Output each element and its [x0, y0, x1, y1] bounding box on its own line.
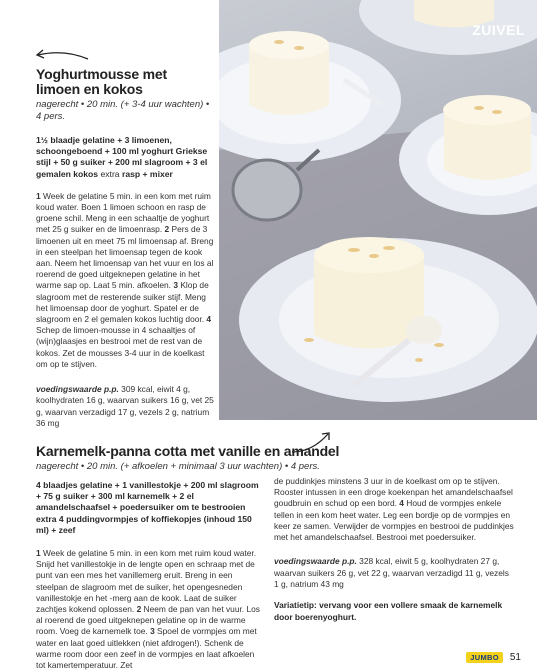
recipe-yoghurtmousse [36, 67, 214, 430]
step-number: 1 [36, 548, 41, 559]
curved-arrow-icon [34, 47, 90, 63]
recipe-steps [274, 476, 514, 543]
step-number: 4 [206, 314, 212, 325]
step-number: 4 [399, 498, 404, 509]
variation-tip: Variatietip: vervang voor een vollere smaak de karnemelk door boerenyoghurt. [274, 600, 503, 622]
step-text: de puddinkjes minstens 3 uur in de koelkast om op te stijven. Rooster intussen in een droge koekenpan het amandelschaafsel goudbruin en schud op een bord. [274, 476, 513, 509]
photo-illustration [219, 0, 537, 420]
step-number: 2 [136, 604, 142, 615]
step-text: Pers de 3 limoenen uit en meet 75 ml limoensap af. Breng in een steelpan het limoensap tegen de kook aan. Neem het limoensap van het vuur en los al roerend de goed uitgeknepen gelatine in het warme sap op. Laat 5 min. afkoelen. [36, 224, 214, 291]
jumbo-logo: JUMBO [466, 652, 503, 663]
ingredients [36, 135, 214, 180]
recipe-panna-cotta-column-1 [36, 480, 264, 671]
step-number: 2 [164, 224, 170, 235]
recipe-meta: nagerecht • 20 min. (+ 3-4 uur wachten) • 4 pers. [36, 99, 210, 122]
ingredients-list: 1½ blaadje gelatine + 3 limoenen, schoongeboend + 100 ml yoghurt Griekse stijl + 50 g suiker + 200 ml slagroom + 3 el gemalen kokos [36, 135, 208, 179]
nutrition-info [274, 556, 514, 590]
nutrition-info [36, 384, 214, 430]
ingredients-list: 4 blaadjes gelatine + 1 vanillestokje + 200 ml slagroom + 75 g suiker + 300 ml karnemelk + 2 el amandelschaafsel + poedersuiker om te bestrooien extra 4 puddingvormpjes of koffiekopjes (inhoud 150 ml) + zeef [36, 480, 259, 535]
recipe-title: Yoghurtmousse met limoen en kokos [36, 66, 167, 97]
nutrition-label: voedingswaarde p.p. [274, 556, 357, 567]
step-number: 3 [150, 626, 155, 637]
nutrition-label: voedingswaarde p.p. [36, 384, 119, 395]
page-footer [466, 652, 521, 663]
recipe-steps [36, 191, 214, 370]
extra-items: rasp + mixer [121, 168, 173, 179]
recipe-meta: nagerecht • 20 min. (+ afkoelen + minimaal 3 uur wachten) • 4 pers. [36, 461, 320, 472]
extra-prefix: extra [100, 168, 120, 179]
step-text: Klop de slagroom met de resterende suiker stijf. Meng het limoensap door de yoghurt. Spatel er de slagroom en 2 el gemalen kokos luchtig door. [36, 280, 209, 325]
recipe-photo [219, 0, 537, 420]
step-text: Houd de vormpjes enkele tellen in een kom heet water. Leg een bordje op de vormpjes en keer ze samen. Verwijder de vormpjes en bestrooi de puddinkjes met het amandelschaafsel. Bestrooi met poedersuiker. [274, 498, 514, 543]
step-text: Week de gelatine 5 min. in een kom met ruim koud water. Snijd het vanillestokje in de lengte open en schraap met de punt van een mes het vanillemerg eruit. Breng in een steelpan de slagroom met de suiker, het opengesneden vanillestokje en het -merg aan de kook. Laat de suiker zachtjes kokend oplossen. [36, 548, 257, 615]
nutrition-values: 328 kcal, eiwit 5 g, koolhydraten 27 g, waarvan suikers 26 g, vet 22 g, waarvan verzadigd 11 g, vezels 1 g, natrium 43 mg [274, 556, 509, 590]
step-number: 1 [36, 190, 41, 201]
step-text: Neem de pan van het vuur. Los al roerend de goed uitgeknepen gelatine op in de warme room. Voeg de karnemelk toe. [36, 604, 260, 637]
step-text: Schep de limoen-mousse in 4 schaaltjes of (wijn)glaasjes en bestrooi met de rest van de kokos. Zet de mousses 3-4 uur in de koelkast om op te stijven. [36, 325, 205, 369]
recipe-title: Karnemelk-panna cotta met vanille en amandel [36, 443, 340, 459]
step-number: 3 [173, 280, 179, 291]
recipe-steps [36, 548, 264, 671]
recipe-panna-cotta-column-2 [274, 476, 514, 623]
nutrition-values: 309 kcal, eiwit 4 g, koolhydraten 16 g, waarvan suikers 16 g, vet 25 g, waarvan verzadigd 17 g, vezels 2 g, natrium 36 mg [36, 384, 214, 429]
section-tag: ZUIVEL [472, 22, 525, 38]
step-text: Spoel de vormpjes om met water en laat goed uitlekken (niet afdrogen!). Schenk de warme room door een zeef in de vormpjes en laat afkoelen tot kamertemperatuur. Zet [36, 626, 257, 671]
page-number: 51 [509, 652, 521, 663]
step-text: Week de gelatine 5 min. in een kom met ruim koud water. Boen 1 limoen schoon en rasp de groene schil. Meng in een schaaltje de yoghurt met 25 g suiker en de limoenrasp. [36, 190, 211, 235]
recipe-panna-cotta-header [36, 444, 516, 473]
